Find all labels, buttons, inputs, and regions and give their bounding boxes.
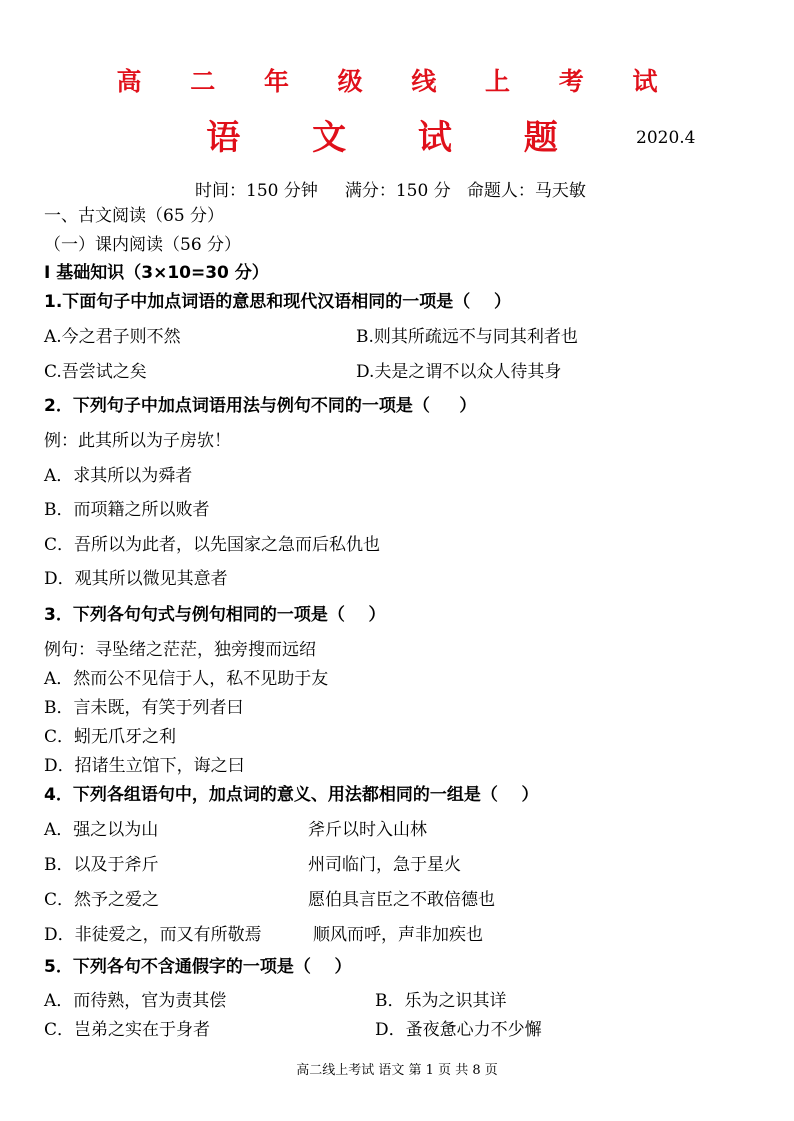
question-4-option-a-left: A．强之以为山 <box>44 820 159 840</box>
subsection-heading: （一）课内阅读（56 分） <box>44 235 242 255</box>
question-5-option-b: B．乐为之识其详 <box>375 991 507 1011</box>
question-2-option-a: A．求其所以为舜者 <box>44 466 193 486</box>
question-2-stem: 2．下列句子中加点词语用法与例句不同的一项是（ ） <box>44 396 477 416</box>
question-3-option-d: D．招诸生立馆下，诲之曰 <box>44 756 245 776</box>
page-footer: 高二线上考试 语文 第 1 页 共 8 页 <box>296 1063 498 1078</box>
question-2-option-c: C．吾所以为此者，以先国家之急而后私仇也 <box>44 535 381 555</box>
exam-info: 时间：150 分钟 满分：150 分 命题人：马天敏 <box>195 181 586 201</box>
part-heading: Ⅰ 基础知识（3×10=30 分） <box>44 263 269 283</box>
question-3-stem: 3．下列各句句式与例句相同的一项是（ ） <box>44 605 386 625</box>
question-3-option-c: C．蚓无爪牙之利 <box>44 727 177 747</box>
question-4-option-d-right: 顺风而呼，声非加疾也 <box>313 925 483 945</box>
question-4-option-a-right: 斧斤以时入山林 <box>308 820 427 840</box>
question-4-option-c-left: C．然予之爱之 <box>44 890 160 910</box>
question-3-option-a: A．然而公不见信于人，私不见助于友 <box>44 669 329 689</box>
question-5-stem: 5．下列各句不含通假字的一项是（ ） <box>44 957 352 977</box>
question-4-option-d-left: D．非徒爱之，而又有所敬焉 <box>44 925 262 945</box>
question-3-option-b: B．言未既，有笑于列者曰 <box>44 698 244 718</box>
question-4-option-b-left: B．以及于斧斤 <box>44 855 159 875</box>
exam-date: 2020.4 <box>636 128 696 148</box>
question-5-option-c: C．岂弟之实在于身者 <box>44 1020 211 1040</box>
question-2-example: 例：此其所以为子房欤！ <box>44 431 231 451</box>
question-4-option-b-right: 州司临门，急于星火 <box>308 855 461 875</box>
question-4-option-c-right: 愿伯具言臣之不敢倍德也 <box>308 890 495 910</box>
question-1-option-a: A.今之君子则不然 <box>44 327 181 347</box>
question-1-option-c: C.吾尝试之矣 <box>44 362 147 382</box>
question-1-option-d: D.夫是之谓不以众人待其身 <box>356 362 562 382</box>
exam-title: 高 二 年 级 线 上 考 试 <box>116 67 678 96</box>
section-heading: 一、古文阅读（65 分） <box>44 206 225 226</box>
question-1-option-b: B.则其所疏远不与同其利者也 <box>356 327 578 347</box>
question-4-stem: 4．下列各组语句中，加点词的意义、用法都相同的一组是（ ） <box>44 785 539 805</box>
question-1-stem: 1.下面句子中加点词语的意思和现代汉语相同的一项是（ ） <box>44 292 511 312</box>
question-2-option-d: D．观其所以微见其意者 <box>44 569 228 589</box>
subject-title: 语 文 试 题 <box>206 118 588 158</box>
question-5-option-d: D．蚤夜惫心力不少懈 <box>375 1020 542 1040</box>
question-5-option-a: A．而待熟，官为责其偿 <box>44 991 227 1011</box>
question-2-option-b: B．而项籍之所以败者 <box>44 500 210 520</box>
question-3-example: 例句：寻坠绪之茫茫，独旁搜而远绍 <box>44 640 316 660</box>
